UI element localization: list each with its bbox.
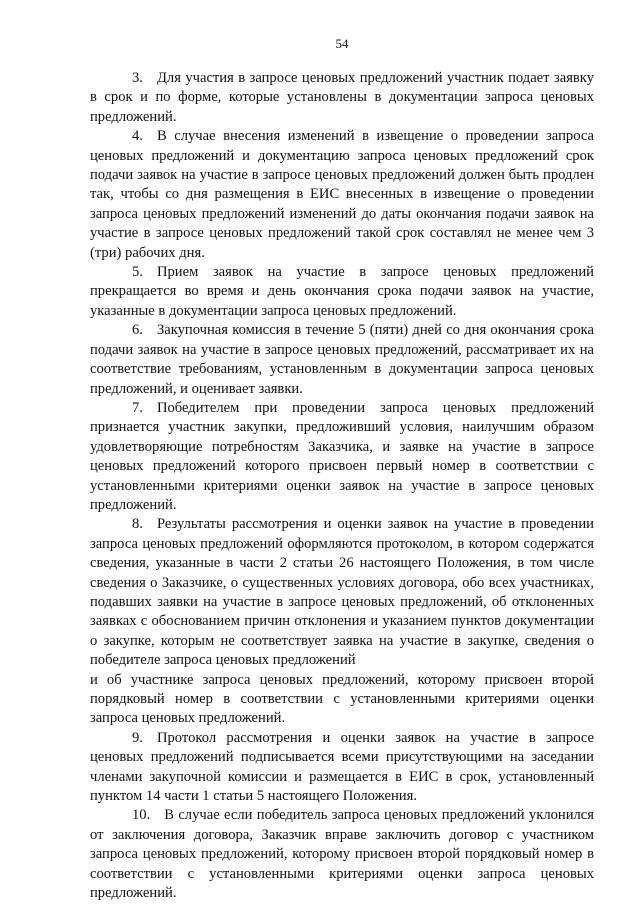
paragraph-text: и об участнике запроса ценовых предложений, которому присвоен второй порядковый номер в соответствии с установленными критериями оценки запроса ценовых предложений. xyxy=(90,671,594,727)
paragraph-8-continuation xyxy=(90,671,594,729)
paragraph-text: Протокол рассмотрения и оценки заявок на участие в запросе ценовых предложений подписывается всеми присутствующими на заседании членами закупочной комиссии и размещается в ЕИС в срок, установленный пунктом 14 части 1 статьи 5 настоящего Положения. xyxy=(90,729,594,805)
paragraph-number: 3. xyxy=(132,70,143,86)
paragraph-3 xyxy=(90,69,594,127)
paragraph-text: Закупочная комиссия в течение 5 (пяти) дней со дня окончания срока подачи заявок на участие в запросе ценовых предложений, рассматривает их на соответствие требованиям, установленным в документации запроса ценовых предложений, и оценивает заявки. xyxy=(90,322,594,397)
paragraph-9 xyxy=(90,729,594,807)
paragraph-number: 9. xyxy=(132,729,143,746)
paragraph-number: 7. xyxy=(132,399,143,416)
paragraph-text: Результаты рассмотрения и оценки заявок на участие в проведении запроса ценовых предложений оформляются протоколом, в котором содержатся сведения, указанные в части 2 статьи 26 настоящего Положения, в том числе сведения о Заказчике, о существенных условиях договора, обо всех участниках, подавших заявки на участие в запросе ценовых предложений, об отклоненных заявках с обоснованием причин отклонения и указанием пунктов документации о закупке, которым не соответствует заявка на участие в закупке, сведения о победителе запроса ценовых предложений xyxy=(90,516,594,669)
paragraph-number: 5. xyxy=(132,264,143,281)
paragraph-number: 4. xyxy=(132,128,143,145)
paragraph-text: В случае внесения изменений в извещение о проведении запроса ценовых предложений и документацию запроса ценовых предложений срок подачи заявок на участие в запросе ценовых предложений должен быть продлен так, чтобы со дня размещения в ЕИС внесенных в извещение о проведении запроса ценовых предложений изменений до даты окончания подачи заявок на участие в запросе ценовых предложений такой срок составлял не менее чем 3 (три) рабочих дня. xyxy=(90,128,594,261)
paragraph-7 xyxy=(90,399,594,515)
paragraph-10 xyxy=(90,806,594,903)
paragraph-text: Прием заявок на участие в запросе ценовых предложений прекращается во время и день окончания срока подачи заявок на участие, указанные в документации запроса ценовых предложений. xyxy=(90,264,594,319)
paragraph-5 xyxy=(90,263,594,321)
paragraph-number: 8. xyxy=(132,516,143,533)
paragraph-4 xyxy=(90,127,594,263)
paragraph-8 xyxy=(90,515,594,670)
page-number: 54 xyxy=(335,36,349,51)
paragraph-text: В случае если победитель запроса ценовых предложений уклонился от заключения договора, Заказчик вправе заключить договор с участником запроса ценовых предложений, которому присвоен второй порядковый номер в соответствии с установленными критериями оценки запроса ценовых предложений. xyxy=(90,807,594,902)
paragraph-6 xyxy=(90,321,594,399)
paragraph-number: 6. xyxy=(132,322,143,339)
paragraph-text: Для участия в запросе ценовых предложений участник подает заявку в срок и по форме, которые установлены в документации запроса ценовых предложений. xyxy=(90,70,594,125)
paragraph-number: 10. xyxy=(132,807,151,824)
paragraph-text: Победителем при проведении запроса ценовых предложений признается участник закупки, предложивший условия, наилучшим образом удовлетворяющие потребностям Заказчика, и заявке на участие в запросе ценовых предложений которого присвоен первый номер в соответствии с установленными критериями оценки заявок на участие в запросе ценовых предложений. xyxy=(90,399,594,513)
